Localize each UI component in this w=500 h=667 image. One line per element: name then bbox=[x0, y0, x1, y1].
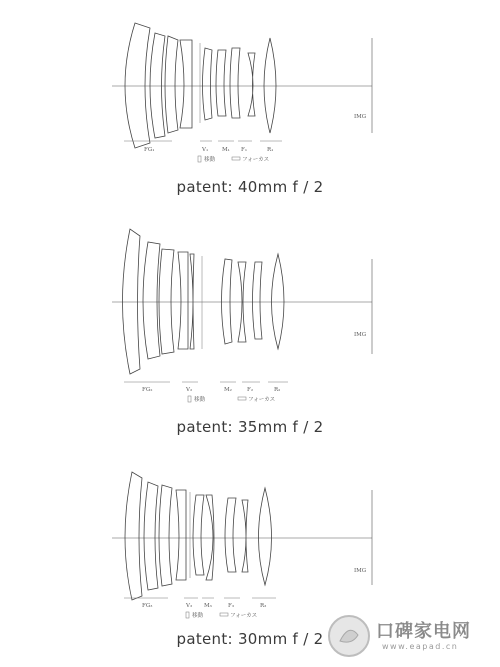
img-label: IMG bbox=[354, 114, 367, 120]
lens-diagram-2-drawing bbox=[110, 214, 400, 414]
caption-2: patent: 35mm f / 2 bbox=[176, 418, 324, 436]
caption-3: patent: 30mm f / 2 bbox=[176, 630, 324, 648]
group-label-5: R₂ bbox=[274, 387, 281, 393]
group-label-2: V₂ bbox=[186, 387, 193, 393]
group-label-3: M₃ bbox=[204, 603, 212, 609]
legend-move: 移動 bbox=[194, 397, 206, 403]
lens-diagram-1-drawing bbox=[110, 8, 400, 168]
lens-diagram-3-drawing bbox=[110, 460, 400, 630]
group-label-1: FG₃ bbox=[142, 603, 153, 609]
legend-focus: フォーカス bbox=[230, 613, 258, 619]
group-label-4: F₁ bbox=[241, 147, 248, 153]
group-label-1: FG₁ bbox=[144, 147, 155, 153]
group-label-2: V₁ bbox=[202, 147, 209, 153]
group-label-5: R₃ bbox=[260, 603, 267, 609]
group-label-3: M₁ bbox=[222, 147, 230, 153]
watermark-url: www.eapad.cn bbox=[382, 642, 459, 651]
img-label: IMG bbox=[354, 332, 367, 338]
group-label-3: M₂ bbox=[224, 387, 232, 393]
watermark-title: 口碑家电网 bbox=[376, 621, 471, 642]
legend-move: 移動 bbox=[204, 157, 216, 163]
group-label-1: FG₂ bbox=[142, 387, 153, 393]
lens-diagram-1 bbox=[110, 8, 400, 168]
caption-1: patent: 40mm f / 2 bbox=[176, 178, 324, 196]
img-label: IMG bbox=[354, 568, 367, 574]
site-watermark bbox=[324, 607, 494, 663]
legend-move: 移動 bbox=[192, 613, 204, 619]
lens-diagram-3 bbox=[110, 460, 400, 630]
lens-diagram-2 bbox=[110, 214, 400, 414]
group-label-2: V₃ bbox=[186, 603, 193, 609]
legend-focus: フォーカス bbox=[242, 157, 270, 163]
group-label-4: F₃ bbox=[228, 603, 235, 609]
group-label-4: F₂ bbox=[247, 387, 254, 393]
logo-icon bbox=[324, 611, 374, 661]
legend-focus: フォーカス bbox=[248, 397, 276, 403]
group-label-5: R₁ bbox=[267, 147, 274, 153]
